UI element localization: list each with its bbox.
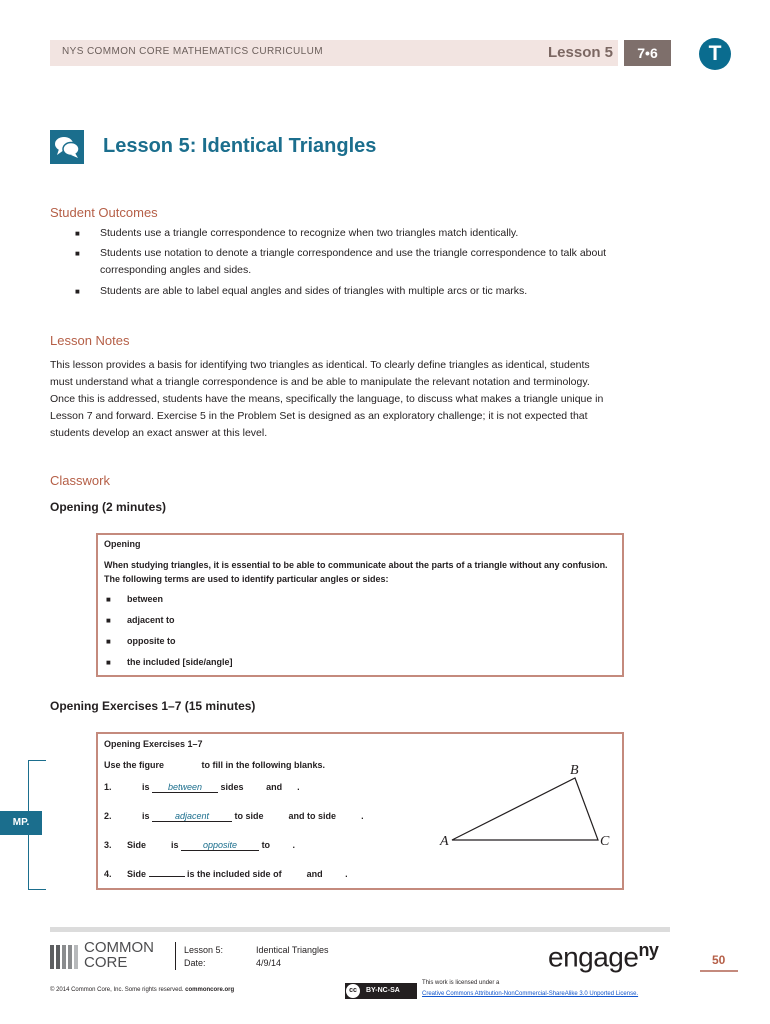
lesson-notes-line: This lesson provides a basis for identifying two triangles as identical. To clearly define triangles as identical, students <box>50 359 590 371</box>
answer-blank <box>149 876 185 877</box>
brand-text: engage <box>548 941 639 973</box>
opening-box-title: Opening <box>104 539 141 549</box>
cc-icon: cc <box>346 984 360 998</box>
exercise-item-3 <box>127 840 295 851</box>
footer-rule <box>50 927 670 932</box>
outcome-item: Students are able to label equal angles and sides of triangles with multiple arcs or tic marks. <box>100 285 528 297</box>
lesson-notes-line: students develop an exact answer at this level. <box>50 427 268 439</box>
mp-margin-tab: MP. <box>0 811 42 835</box>
exercise-pre: Side <box>127 869 147 879</box>
answer-blank: adjacent <box>152 811 232 822</box>
logo-text-core: CORE <box>84 954 128 971</box>
common-core-bars-icon <box>50 943 80 969</box>
exercise-item-1 <box>142 782 300 793</box>
bullet-icon: ■ <box>75 287 80 296</box>
copyright-notice <box>50 987 234 993</box>
bullet-icon: ■ <box>75 229 80 238</box>
opening-term: opposite to <box>127 636 176 646</box>
common-core-logo-text <box>84 940 154 970</box>
vertex-a-label: A <box>440 834 449 849</box>
bullet-icon: ■ <box>106 595 111 604</box>
footer-lesson-label: Lesson 5: <box>184 945 224 955</box>
exercise-number: 2. <box>104 811 112 821</box>
lesson-notes-heading: Lesson Notes <box>50 333 130 348</box>
exercises-instructions: Use the figure to fill in the following blanks. <box>104 760 326 770</box>
vertex-c-label: C <box>600 834 610 849</box>
copyright-text: © 2014 Common Core, Inc. Some rights reserved. <box>50 987 184 993</box>
lesson-notes-line: must understand what a triangle correspondence is and be able to manipulate the relevant notation and terminology. <box>50 376 590 388</box>
outcome-item: corresponding angles and sides. <box>100 264 252 276</box>
footer-date: 4/9/14 <box>256 958 282 968</box>
exercise-post: sides and . <box>220 782 300 792</box>
engageny-logo <box>548 940 658 973</box>
common-core-logo <box>50 943 80 974</box>
opening-term: between <box>127 594 164 604</box>
exercise-number: 4. <box>104 869 112 879</box>
page-title: Lesson 5: Identical Triangles <box>103 135 377 157</box>
footer-date-label: Date: <box>184 958 206 968</box>
cc-license-badge[interactable] <box>345 983 417 999</box>
brand-sup: ny <box>638 940 659 960</box>
lesson-label: Lesson 5 <box>548 44 614 61</box>
bullet-icon: ■ <box>106 637 111 646</box>
exercise-pre: is <box>142 782 150 792</box>
bullet-icon: ■ <box>75 249 80 258</box>
exercise-item-2 <box>142 811 364 822</box>
copyright-site: commoncore.org <box>185 987 235 993</box>
triangle-figure <box>430 758 620 858</box>
footer-lesson-title: Identical Triangles <box>256 945 329 955</box>
exercise-post: to . <box>261 840 296 850</box>
curriculum-label: NYS COMMON CORE MATHEMATICS CURRICULUM <box>62 46 323 57</box>
page-number: 50 <box>712 953 726 967</box>
teacher-badge: T <box>699 38 731 70</box>
bullet-icon: ■ <box>106 616 111 625</box>
exercise-item-4 <box>127 869 348 879</box>
margin-tick <box>28 760 46 761</box>
exercise-number: 1. <box>104 782 112 792</box>
cc-badge-label: BY-NC-SA <box>365 987 400 994</box>
exercises-box-title: Opening Exercises 1–7 <box>104 739 203 749</box>
footer-divider <box>175 942 176 970</box>
exercise-pre: Side is <box>127 840 179 850</box>
opening-term: adjacent to <box>127 615 175 625</box>
opening-heading: Opening (2 minutes) <box>50 500 167 514</box>
answer-blank: opposite <box>181 840 259 851</box>
opening-box <box>96 533 624 677</box>
opening-term: the included [side/angle] <box>127 657 233 667</box>
exercises-heading: Opening Exercises 1–7 (15 minutes) <box>50 699 256 713</box>
margin-tick <box>28 889 46 890</box>
exercise-post: is the included side of and . <box>187 869 348 879</box>
license-link[interactable]: Creative Commons Attribution-NonCommercial-ShareAlike 3.0 Unported License. <box>422 991 639 997</box>
logo-text-common: COMMON <box>84 939 154 956</box>
bullet-icon: ■ <box>106 658 111 667</box>
license-text: This work is licensed under a <box>422 980 500 986</box>
outcome-item: Students use notation to denote a triangle correspondence and use the triangle correspondence to talk about <box>100 247 607 259</box>
answer-blank: between <box>152 782 218 793</box>
outcome-item: Students use a triangle correspondence to recognize when two triangles match identically. <box>100 227 519 239</box>
vertex-b-label: B <box>570 763 579 778</box>
student-outcomes-heading: Student Outcomes <box>50 205 158 220</box>
lesson-notes-line: Lesson 7 and forward. Exercise 5 in the Problem Set is designed as an exploratory challenge; it is not expected that <box>50 410 588 422</box>
opening-intro: When studying triangles, it is essential to be able to communicate about the parts of a triangle without any confusion. <box>104 560 608 570</box>
opening-intro: The following terms are used to identify particular angles or sides: <box>104 574 389 584</box>
page-number-underline <box>700 970 738 972</box>
exercise-pre: is <box>142 811 150 821</box>
lesson-notes-line: Once this is addressed, students have the means, specifically the language, to discuss what makes a triangle unique in <box>50 393 604 405</box>
triangle-abc <box>452 778 598 840</box>
exercise-number: 3. <box>104 840 112 850</box>
speech-bubbles-icon <box>50 130 84 164</box>
grade-module-badge: 7•6 <box>624 40 671 66</box>
exercise-post: to side and to side . <box>234 811 364 821</box>
classwork-heading: Classwork <box>50 473 110 488</box>
